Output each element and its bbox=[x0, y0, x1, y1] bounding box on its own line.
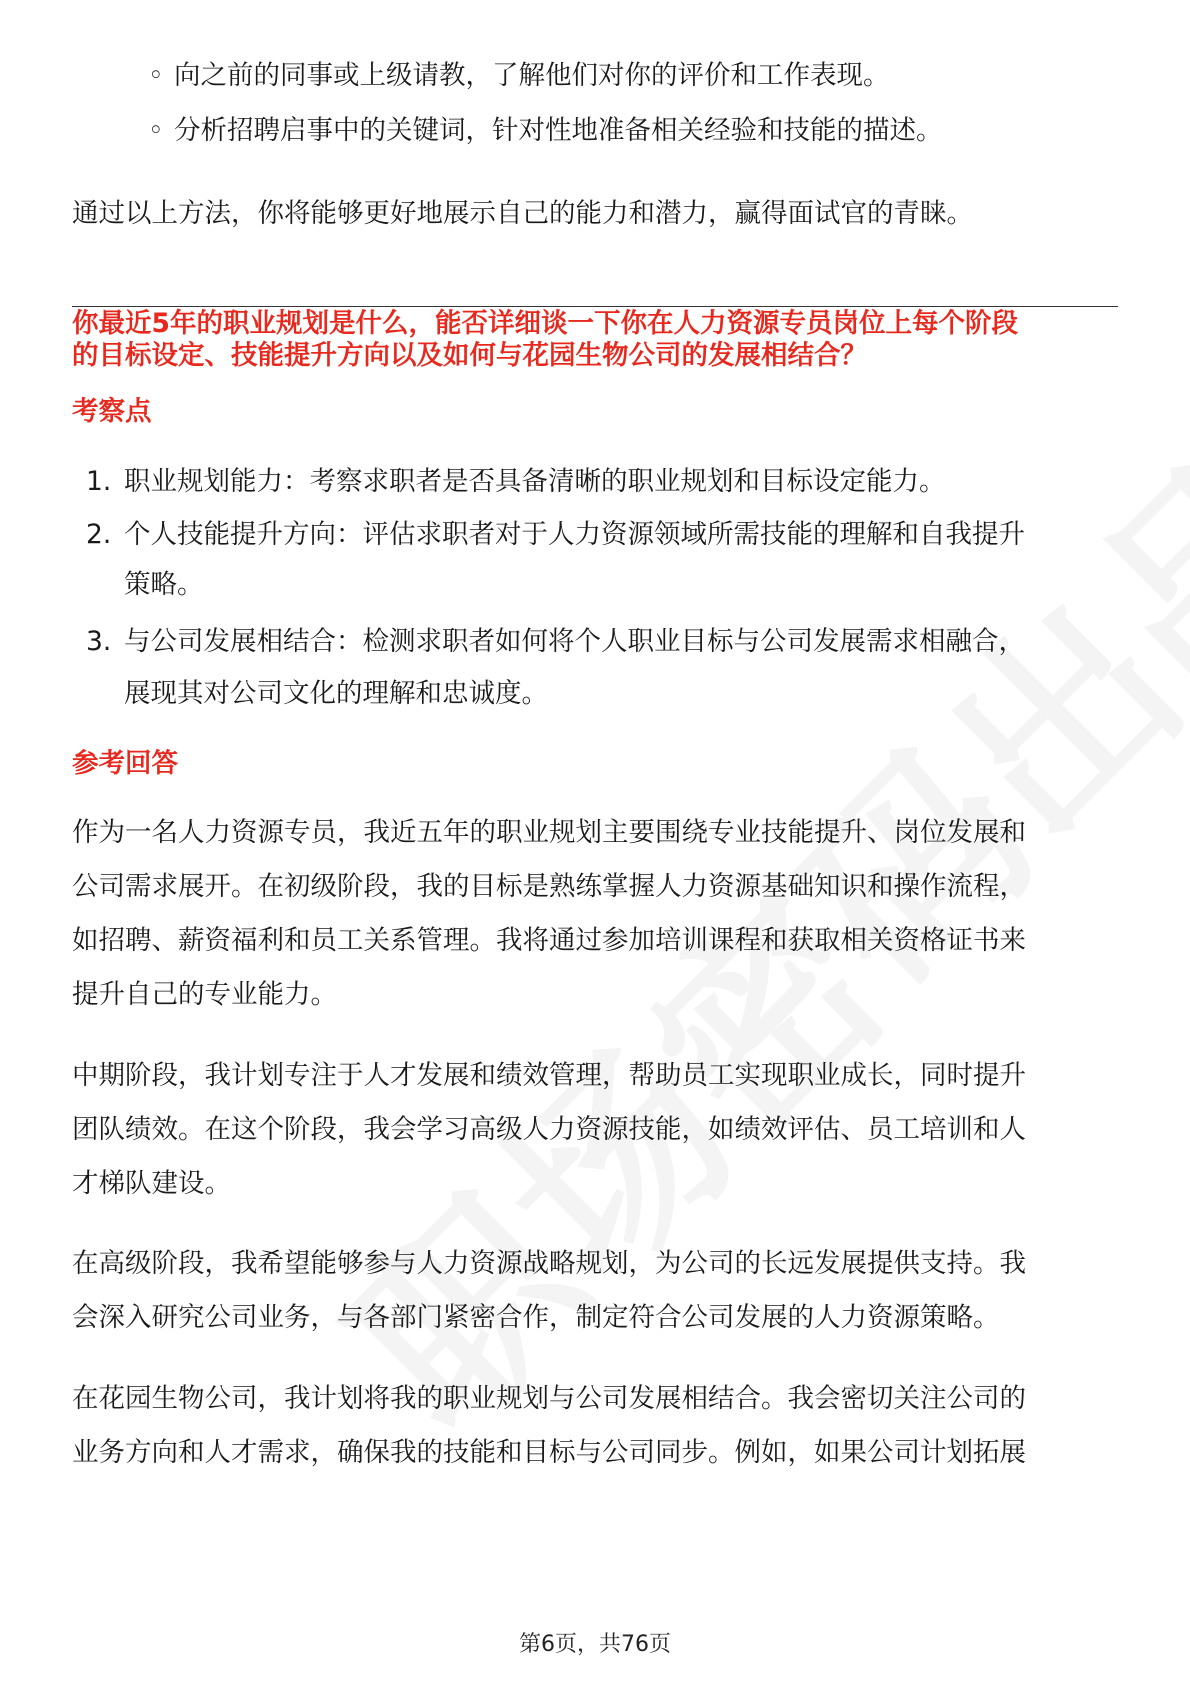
answer-line: 中期阶段，我计划专注于人才发展和绩效管理，帮助员工实现职业成长，同时提升 bbox=[72, 1060, 1026, 1091]
answer-line: 才梯队建设。 bbox=[72, 1168, 231, 1199]
hollow-bullet-icon: ◦ bbox=[148, 115, 164, 146]
answer-line: 在高级阶段，我希望能够参与人力资源战略规划，为公司的长远发展提供支持。我 bbox=[72, 1248, 1026, 1279]
list-number: 1. bbox=[86, 466, 112, 497]
kaochadian-heading: 考察点 bbox=[72, 396, 152, 427]
list-item-text: 策略。 bbox=[124, 569, 204, 600]
answer-line: 在花园生物公司，我计划将我的职业规划与公司发展相结合。我会密切关注公司的 bbox=[72, 1383, 1026, 1414]
answer-line: 公司需求展开。在初级阶段，我的目标是熟练掌握人力资源基础知识和操作流程， bbox=[72, 871, 1026, 902]
answer-line: 会深入研究公司业务，与各部门紧密合作，制定符合公司发展的人力资源策略。 bbox=[72, 1302, 1000, 1333]
answer-line: 作为一名人力资源专员，我近五年的职业规划主要围绕专业技能提升、岗位发展和 bbox=[72, 817, 1026, 848]
question-line: 的目标设定、技能提升方向以及如何与花园生物公司的发展相结合？ bbox=[72, 340, 867, 371]
hollow-bullet-icon: ◦ bbox=[148, 60, 164, 91]
list-number: 3. bbox=[86, 626, 112, 657]
list-number: 2. bbox=[86, 519, 112, 550]
page-footer: 第6页，共76页 bbox=[519, 1632, 671, 1657]
answer-line: 业务方向和人才需求，确保我的技能和目标与公司同步。例如，如果公司计划拓展 bbox=[72, 1437, 1026, 1468]
answer-line: 团队绩效。在这个阶段，我会学习高级人力资源技能，如绩效评估、员工培训和人 bbox=[72, 1114, 1026, 1145]
summary-paragraph: 通过以上方法，你将能够更好地展示自己的能力和潜力，赢得面试官的青睐。 bbox=[72, 198, 973, 229]
section-divider bbox=[72, 306, 1118, 307]
list-item-text: 展现其对公司文化的理解和忠诚度。 bbox=[124, 678, 548, 709]
list-item-text: 个人技能提升方向：评估求职者对于人力资源领域所需技能的理解和自我提升 bbox=[124, 519, 1025, 550]
list-item-text: 职业规划能力：考察求职者是否具备清晰的职业规划和目标设定能力。 bbox=[124, 466, 946, 497]
answer-line: 如招聘、薪资福利和员工关系管理。我将通过参加培训课程和获取相关资格证书来 bbox=[72, 925, 1026, 956]
answer-heading: 参考回答 bbox=[72, 748, 178, 779]
sub-bullet-text: 分析招聘启事中的关键词，针对性地准备相关经验和技能的描述。 bbox=[174, 115, 943, 146]
sub-bullet-item bbox=[148, 115, 943, 147]
list-item-text: 与公司发展相结合：检测求职者如何将个人职业目标与公司发展需求相融合， bbox=[124, 626, 1025, 657]
sub-bullet-item bbox=[148, 60, 890, 92]
sub-bullet-text: 向之前的同事或上级请教，了解他们对你的评价和工作表现。 bbox=[174, 60, 890, 91]
question-line: 你最近5年的职业规划是什么，能否详细谈一下你在人力资源专员岗位上每个阶段 bbox=[72, 308, 1018, 339]
answer-line: 提升自己的专业能力。 bbox=[72, 979, 337, 1010]
